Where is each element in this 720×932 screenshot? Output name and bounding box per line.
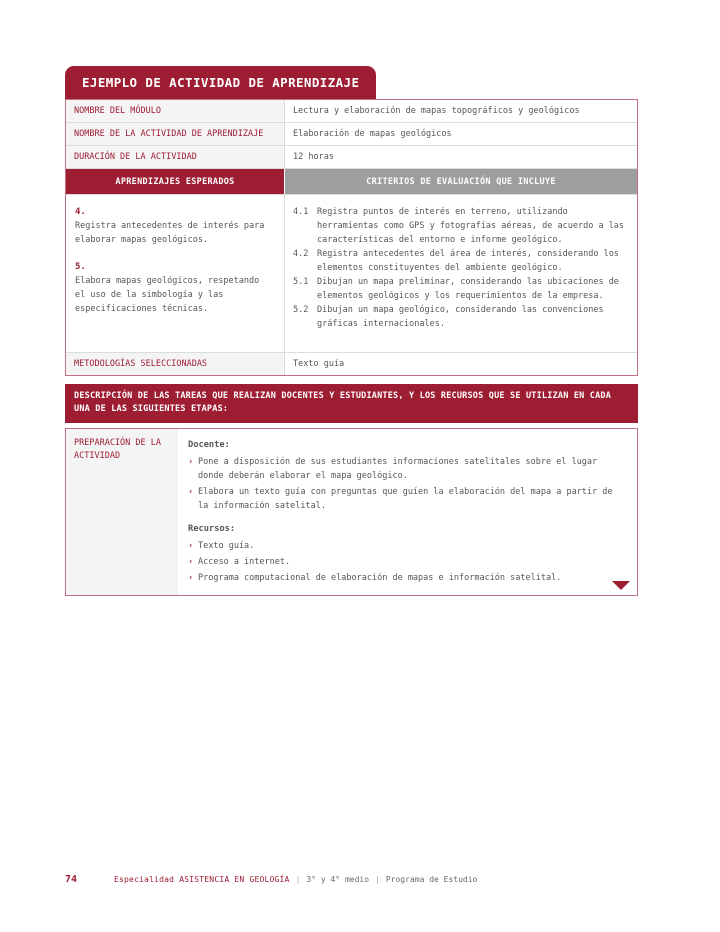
- expected-item-number: 4.: [75, 207, 86, 217]
- footer-program: Programa de Estudio: [385, 875, 478, 884]
- criteria-text: Registra antecedentes del área de interés, considerando los elementos constituyentes del ambiente geológico.: [317, 249, 619, 273]
- criteria-text: Dibujan un mapa preliminar, considerando las ubicaciones de elementos geológicos y los requerimientos de la empresa.: [317, 277, 619, 301]
- footer-separator: |: [295, 875, 301, 884]
- expected-item-text: Elabora mapas geológicos, respetando el uso de la simbología y las especificaciones técnicas.: [75, 276, 260, 314]
- expected-item-number: 5.: [75, 262, 86, 272]
- activity-info-table: [65, 99, 638, 376]
- continuation-arrow-icon: [612, 581, 630, 590]
- preparation-table: [65, 428, 638, 596]
- recursos-list-item: [188, 555, 621, 569]
- duration-label: DURACIÓN DE LA ACTIVIDAD: [66, 146, 285, 168]
- evaluation-criteria-cell: [285, 195, 637, 352]
- footer-grade: 3° y 4° medio: [306, 875, 370, 884]
- footer-separator: |: [375, 875, 380, 884]
- criteria-number: 4.1: [293, 207, 309, 217]
- criteria-item: [293, 275, 625, 303]
- preparation-content: [178, 429, 637, 595]
- tasks-description-banner: DESCRIPCIÓN DE LAS TAREAS QUE REALIZAN DOCENTES Y ESTUDIANTES, Y LOS RECURSOS QUE SE UTILIZAN EN CADA UNA DE LAS SIGUIENTES ETAPAS:: [65, 384, 638, 423]
- table-row-activity-name: [66, 122, 637, 145]
- preparation-stage-label: PREPARACIÓN DE LA ACTIVIDAD: [66, 429, 178, 595]
- duration-value: 12 horas: [293, 152, 334, 162]
- chevron-bullet-icon: ›: [188, 557, 194, 567]
- table-content-row: [66, 194, 637, 352]
- page-footer: [65, 874, 477, 885]
- chevron-bullet-icon: ›: [188, 457, 194, 467]
- methodology-value: Texto guía: [293, 359, 345, 369]
- chevron-bullet-icon: ›: [188, 487, 194, 497]
- criteria-text: Dibujan un mapa geológico, considerando las convenciones gráficas internacionales.: [317, 305, 604, 329]
- methodology-label: METODOLOGÍAS SELECCIONADAS: [66, 353, 285, 375]
- footer-specialty: Especialidad ASISTENCIA EN GEOLOGÍA: [114, 875, 290, 884]
- module-value: Lectura y elaboración de mapas topográficos y geológicos: [293, 106, 580, 116]
- criteria-item: [293, 247, 625, 275]
- recursos-item-text: Texto guía.: [198, 541, 255, 551]
- recursos-item-text: Programa computacional de elaboración de mapas e información satelital.: [198, 573, 562, 583]
- expected-learning-header: APRENDIZAJES ESPERADOS: [66, 169, 285, 194]
- evaluation-criteria-header: CRITERIOS DE EVALUACIÓN QUE INCLUYE: [285, 169, 637, 194]
- criteria-text: Registra puntos de interés en terreno, utilizando herramientas como GPS y fotografías aéreas, de acuerdo a las características del entorno e informe geológico.: [317, 207, 625, 245]
- table-header-row: [66, 168, 637, 194]
- activity-title-tab: EJEMPLO DE ACTIVIDAD DE APRENDIZAJE: [65, 66, 376, 99]
- docente-item-text: Pone a disposición de sus estudiantes informaciones satelitales sobre el lugar donde deberán elaborar el mapa geológico.: [198, 457, 598, 481]
- expected-learning-cell: [66, 195, 285, 352]
- criteria-number: 5.1: [293, 277, 309, 287]
- table-row-module: [66, 100, 637, 122]
- document-content: [65, 66, 638, 596]
- criteria-item: [293, 205, 625, 247]
- criteria-item: [293, 303, 625, 331]
- criteria-number: 5.2: [293, 305, 309, 315]
- recursos-list-item: [188, 571, 621, 585]
- activity-name-value: Elaboración de mapas geológicos: [293, 129, 452, 139]
- chevron-bullet-icon: ›: [188, 541, 194, 551]
- docente-list-item: [188, 455, 621, 483]
- docente-item-text: Elabora un texto guía con preguntas que guíen la elaboración del mapa a partir de la información satelital.: [198, 487, 613, 511]
- docente-heading: Docente:: [188, 440, 230, 450]
- table-row-methodology: [66, 352, 637, 375]
- recursos-heading: Recursos:: [188, 524, 236, 534]
- module-label: NOMBRE DEL MÓDULO: [66, 100, 285, 122]
- recursos-item-text: Acceso a internet.: [198, 557, 291, 567]
- table-row-duration: [66, 145, 637, 168]
- criteria-number: 4.2: [293, 249, 309, 259]
- docente-list-item: [188, 485, 621, 513]
- activity-name-label: NOMBRE DE LA ACTIVIDAD DE APRENDIZAJE: [66, 123, 285, 145]
- recursos-list-item: [188, 539, 621, 553]
- chevron-bullet-icon: ›: [188, 573, 194, 583]
- page-number: 74: [65, 874, 78, 885]
- expected-item-text: Registra antecedentes de interés para elaborar mapas geológicos.: [75, 221, 265, 245]
